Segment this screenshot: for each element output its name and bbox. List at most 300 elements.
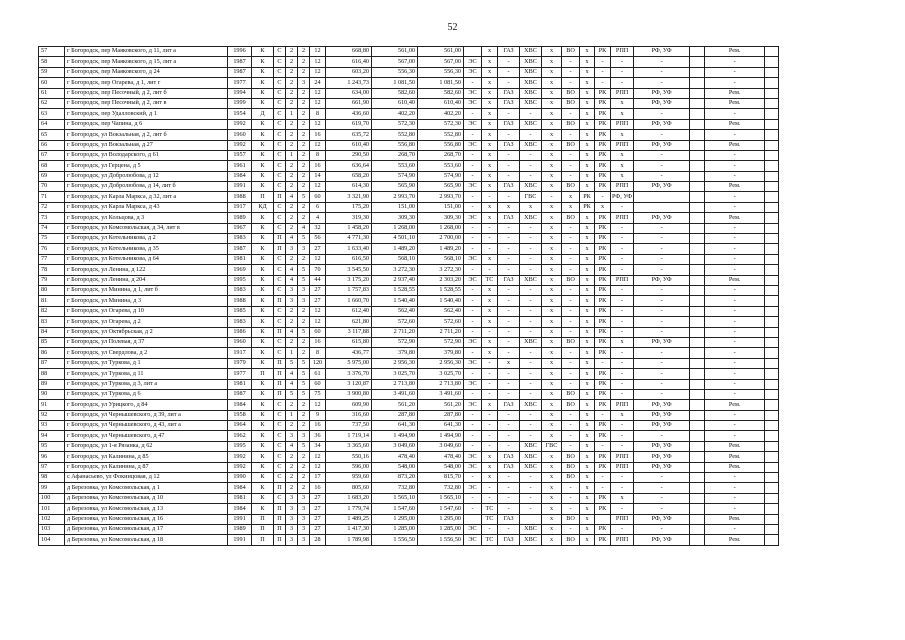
table-cell: 641,30 [372, 421, 418, 431]
table-cell: РК [595, 524, 611, 534]
table-cell: 2 [286, 171, 298, 181]
row-number-cell: 64 [39, 119, 65, 129]
table-cell: 1994 [228, 88, 252, 98]
table-cell: 27 [310, 296, 326, 306]
table-cell: 3 900,80 [326, 389, 372, 399]
table-cell: х [542, 234, 562, 244]
table-cell: - [705, 285, 765, 295]
table-cell: ГАЗ [498, 213, 520, 223]
table-cell: х [580, 57, 595, 67]
table-cell: 16 [310, 130, 326, 140]
table-cell: РК [595, 400, 611, 410]
table-cell: 1 556,50 [418, 535, 464, 545]
row-number-cell: 76 [39, 244, 65, 254]
table-cell: 2 [286, 421, 298, 431]
table-cell [690, 285, 705, 295]
table-cell: - [562, 234, 580, 244]
table-cell: С [274, 285, 286, 295]
table-cell: К [252, 223, 274, 233]
table-cell: 12 [310, 119, 326, 129]
table-cell: С [274, 223, 286, 233]
table-cell: х [520, 202, 542, 212]
table-cell: х [542, 535, 562, 545]
table-cell: 2 [286, 202, 298, 212]
table-cell: х [580, 140, 595, 150]
table-cell: ВО [562, 389, 580, 399]
table-cell: х [580, 421, 595, 431]
table-cell: х [611, 171, 634, 181]
table-cell: - [520, 265, 542, 275]
table-cell: 12 [310, 462, 326, 472]
table-cell: С [274, 337, 286, 347]
table-cell: 1979 [228, 358, 252, 368]
table-cell: 658,20 [326, 171, 372, 181]
table-cell: х [482, 78, 498, 88]
table-cell [690, 275, 705, 285]
address-cell: г Богородск, пер Песочный, д 2, лит б [65, 88, 228, 98]
table-cell: 561,20 [372, 400, 418, 410]
table-cell: х [580, 306, 595, 316]
table-cell: - [634, 265, 690, 275]
table-cell: 44 [310, 275, 326, 285]
table-cell: х [542, 431, 562, 441]
table-cell: х [580, 88, 595, 98]
table-cell: 636,64 [326, 161, 372, 171]
table-cell: 661,90 [326, 98, 372, 108]
table-cell: х [542, 244, 562, 254]
table-cell: 1995 [228, 441, 252, 451]
table-cell: 1 540,40 [372, 296, 418, 306]
table-cell: 12 [310, 88, 326, 98]
table-cell: - [634, 483, 690, 493]
table-cell: - [562, 379, 580, 389]
table-cell: 3 [286, 535, 298, 545]
table-cell: 2 [286, 223, 298, 233]
table-cell [765, 275, 779, 285]
table-cell: - [595, 358, 611, 368]
table-cell: 309,30 [418, 213, 464, 223]
table-cell: - [562, 431, 580, 441]
table-cell: Рем. [705, 182, 765, 192]
table-cell: - [498, 265, 520, 275]
table-cell: х [542, 379, 562, 389]
table-cell: - [498, 285, 520, 295]
table-cell: ТС [482, 514, 498, 524]
table-row [39, 192, 779, 202]
table-cell: 12 [310, 98, 326, 108]
table-cell: 1989 [228, 524, 252, 534]
table-cell: х [542, 514, 562, 524]
table-cell: х [580, 327, 595, 337]
table-cell: 287,80 [372, 410, 418, 420]
table-cell [690, 493, 705, 503]
table-cell: К [252, 150, 274, 160]
table-cell: - [705, 327, 765, 337]
table-cell: С [274, 109, 286, 119]
table-cell: 2 [298, 213, 310, 223]
table-cell: РК [595, 109, 611, 119]
table-cell: РК [595, 275, 611, 285]
table-cell: х [580, 441, 595, 451]
table-cell: 2 [298, 150, 310, 160]
table-row [39, 524, 779, 534]
table-cell: 641,30 [418, 421, 464, 431]
table-cell: х [498, 202, 520, 212]
table-cell: 27 [310, 244, 326, 254]
table-cell: - [520, 285, 542, 295]
address-cell: г Богородск, ул Урицкого, д 84 [65, 400, 228, 410]
table-cell: 2 [286, 254, 298, 264]
table-cell: 572,30 [418, 119, 464, 129]
table-cell: х [482, 306, 498, 316]
table-cell: х [562, 192, 580, 202]
table-cell: 1 494,90 [372, 431, 418, 441]
table-cell: ВО [562, 98, 580, 108]
table-cell: х [580, 265, 595, 275]
table-cell: С [274, 67, 286, 77]
table-cell: - [562, 265, 580, 275]
table-cell: ЭС [464, 254, 482, 264]
table-cell: х [542, 109, 562, 119]
table-cell: 2 [298, 98, 310, 108]
table-cell: 175,20 [326, 202, 372, 212]
table-cell: 2 [298, 306, 310, 316]
table-cell: 5 [298, 379, 310, 389]
table-cell: х [542, 119, 562, 129]
table-cell: х [580, 431, 595, 441]
table-cell: К [252, 379, 274, 389]
row-number-cell: 75 [39, 234, 65, 244]
table-cell: 737,50 [326, 421, 372, 431]
address-cell: г Богородск, ул Карла Маркса, д 43 [65, 202, 228, 212]
table-cell: 2 [298, 130, 310, 140]
table-cell: 402,20 [418, 109, 464, 119]
table-cell: х [542, 524, 562, 534]
table-cell: 4 [286, 327, 298, 337]
table-cell: х [580, 348, 595, 358]
table-cell: С [274, 171, 286, 181]
table-cell: - [634, 67, 690, 77]
table-cell: - [634, 57, 690, 67]
address-cell: г Богородск, ул Туркова, д 6 [65, 389, 228, 399]
table-cell: - [611, 379, 634, 389]
table-cell: 2 [298, 462, 310, 472]
table-cell: ЭС [464, 275, 482, 285]
table-row [39, 182, 779, 192]
table-cell: ЭС [464, 535, 482, 545]
table-cell: 2 [298, 348, 310, 358]
table-cell: - [482, 421, 498, 431]
table-cell: ЭС [464, 379, 482, 389]
table-cell: Рем. [705, 514, 765, 524]
table-cell: - [634, 244, 690, 254]
table-cell: 8 [310, 109, 326, 119]
table-cell: - [595, 473, 611, 483]
table-cell: - [562, 57, 580, 67]
table-cell: 2 [298, 109, 310, 119]
table-cell: - [611, 358, 634, 368]
table-cell: - [520, 254, 542, 264]
table-cell: х [542, 265, 562, 275]
table-cell: - [705, 57, 765, 67]
row-number-cell: 92 [39, 410, 65, 420]
address-cell: г Богородск, ул Карла Маркса, д 32, лит а [65, 192, 228, 202]
table-cell: К [252, 504, 274, 514]
table-row [39, 327, 779, 337]
table-row [39, 379, 779, 389]
table-cell: К [252, 119, 274, 129]
table-cell: - [634, 379, 690, 389]
table-cell: РФ, УФ [634, 400, 690, 410]
table-cell: 582,60 [418, 88, 464, 98]
table-cell: - [498, 410, 520, 420]
table-cell: 567,00 [418, 57, 464, 67]
table-cell: 3 272,30 [418, 265, 464, 275]
table-cell: 1 494,90 [418, 431, 464, 441]
table-cell: С [274, 182, 286, 192]
table-row [39, 483, 779, 493]
table-cell: - [611, 202, 634, 212]
table-cell: х [542, 306, 562, 316]
table-cell: х [542, 161, 562, 171]
table-cell: С [274, 161, 286, 171]
table-cell: 2 [286, 130, 298, 140]
table-cell: РФ, УФ [634, 452, 690, 462]
table-cell: - [482, 223, 498, 233]
table-cell: С [274, 462, 286, 472]
table-cell: - [562, 296, 580, 306]
table-cell: 603,20 [326, 67, 372, 77]
table-cell: ЭС [464, 57, 482, 67]
table-cell: ЭС [464, 98, 482, 108]
table-cell: - [634, 285, 690, 295]
table-cell: х [482, 161, 498, 171]
table-cell [690, 358, 705, 368]
table-cell: ГАЗ [498, 182, 520, 192]
table-cell: 1 295,00 [418, 514, 464, 524]
table-cell: ЭС [464, 400, 482, 410]
table-cell: х [580, 213, 595, 223]
table-cell: - [464, 223, 482, 233]
table-cell: 316,60 [326, 410, 372, 420]
table-cell [690, 130, 705, 140]
address-cell: г Богородск, ул Туркова, д 1 [65, 358, 228, 368]
table-cell: РФ, УФ [634, 462, 690, 472]
table-cell: 572,60 [418, 317, 464, 327]
table-cell: 1983 [228, 234, 252, 244]
table-cell: 5 [298, 192, 310, 202]
table-cell: 2 [286, 452, 298, 462]
table-cell: К [252, 462, 274, 472]
table-cell: РК [595, 182, 611, 192]
table-cell: - [562, 327, 580, 337]
table-cell: С [274, 421, 286, 431]
table-cell: 16 [310, 483, 326, 493]
table-cell: РПП [611, 514, 634, 524]
table-cell: ХВС [520, 140, 542, 150]
table-cell: С [274, 265, 286, 275]
table-cell: - [464, 130, 482, 140]
table-cell: 1981 [228, 493, 252, 503]
table-cell: - [611, 296, 634, 306]
table-cell: 1 081,50 [418, 78, 464, 88]
table-cell: ВО [562, 119, 580, 129]
table-cell: 5 [298, 389, 310, 399]
table-row [39, 161, 779, 171]
table-cell [690, 348, 705, 358]
table-cell: - [705, 348, 765, 358]
table-cell: П [274, 358, 286, 368]
row-number-cell: 84 [39, 327, 65, 337]
table-row [39, 213, 779, 223]
table-cell: РК [595, 327, 611, 337]
table-cell: ГАЗ [498, 98, 520, 108]
table-cell: - [542, 192, 562, 202]
table-cell: 12 [310, 47, 326, 57]
table-cell: 610,40 [326, 140, 372, 150]
table-cell: 2 [298, 410, 310, 420]
table-cell: - [562, 348, 580, 358]
table-cell: 56 [310, 234, 326, 244]
table-cell: - [520, 161, 542, 171]
table-cell: С [274, 400, 286, 410]
table-cell [690, 150, 705, 160]
table-cell: - [634, 524, 690, 534]
table-cell: 2 [286, 306, 298, 316]
table-cell: РФ, УФ [634, 213, 690, 223]
table-cell: 3 [286, 504, 298, 514]
table-cell: РК [595, 452, 611, 462]
table-cell: 1 547,60 [418, 504, 464, 514]
table-cell: - [482, 524, 498, 534]
table-cell: - [464, 410, 482, 420]
table-cell: - [634, 369, 690, 379]
table-cell: - [634, 130, 690, 140]
table-cell: - [562, 161, 580, 171]
table-cell: - [595, 441, 611, 451]
table-cell: - [464, 369, 482, 379]
table-cell: 2 [298, 182, 310, 192]
table-cell: 3 [286, 296, 298, 306]
table-cell: - [611, 57, 634, 67]
table-cell: х [580, 130, 595, 140]
table-cell: С [274, 431, 286, 441]
table-cell: 3 [286, 524, 298, 534]
table-cell: С [274, 317, 286, 327]
table-cell [690, 67, 705, 77]
table-cell: 2 [286, 400, 298, 410]
table-cell: 1991 [228, 535, 252, 545]
table-cell: 582,60 [372, 88, 418, 98]
table-cell: К [252, 265, 274, 275]
table-cell: К [252, 473, 274, 483]
table-cell: х [542, 98, 562, 108]
table-cell: 2 956,30 [418, 358, 464, 368]
table-cell: РК [595, 244, 611, 254]
table-cell: 2 [298, 161, 310, 171]
table-cell: К [252, 88, 274, 98]
table-cell: х [542, 389, 562, 399]
table-cell: С [274, 98, 286, 108]
table-cell: 2 [286, 483, 298, 493]
table-cell [765, 431, 779, 441]
table-row [39, 244, 779, 254]
table-cell: х [542, 337, 562, 347]
table-cell: 1984 [228, 504, 252, 514]
table-cell: К [252, 130, 274, 140]
table-cell: - [611, 244, 634, 254]
table-cell [690, 473, 705, 483]
table-cell: х [498, 358, 520, 368]
table-cell: С [274, 140, 286, 150]
table-cell: 32 [310, 223, 326, 233]
table-cell: ХВС [520, 400, 542, 410]
table-cell: 574,90 [372, 171, 418, 181]
table-cell [765, 109, 779, 119]
table-cell [765, 67, 779, 77]
table-cell: - [482, 483, 498, 493]
table-cell: К [252, 244, 274, 254]
table-cell: 2 993,70 [372, 192, 418, 202]
table-cell: х [542, 150, 562, 160]
table-cell: х [482, 57, 498, 67]
table-row [39, 452, 779, 462]
table-cell [520, 514, 542, 524]
table-cell: РК [595, 535, 611, 545]
table-cell: 2 [286, 213, 298, 223]
table-cell: Рем. [705, 98, 765, 108]
table-cell: 70 [310, 265, 326, 275]
table-cell: 552,80 [372, 130, 418, 140]
table-cell: - [611, 317, 634, 327]
table-cell: - [705, 493, 765, 503]
table-cell: РФ, УФ [634, 337, 690, 347]
table-cell: - [498, 504, 520, 514]
table-cell: - [520, 493, 542, 503]
table-cell: РК [595, 348, 611, 358]
table-row [39, 140, 779, 150]
table-cell: 805,60 [326, 483, 372, 493]
table-cell: ТС [482, 504, 498, 514]
table-cell: 552,80 [418, 130, 464, 140]
table-cell: П [274, 296, 286, 306]
table-cell: РПП [611, 452, 634, 462]
address-cell: д Березовка, ул Комсомольская, д 17 [65, 524, 228, 534]
table-row [39, 88, 779, 98]
table-cell: х [580, 182, 595, 192]
row-number-cell: 93 [39, 421, 65, 431]
table-cell: - [498, 348, 520, 358]
table-cell: ХВС [520, 337, 542, 347]
table-cell: - [705, 171, 765, 181]
table-cell: ЭС [464, 483, 482, 493]
table-cell: - [705, 306, 765, 316]
table-cell: 16 [310, 337, 326, 347]
table-cell: - [498, 150, 520, 160]
table-cell: С [274, 452, 286, 462]
table-cell [765, 317, 779, 327]
table-cell: 3 272,30 [372, 265, 418, 275]
table-cell [690, 213, 705, 223]
table-cell: - [482, 379, 498, 389]
row-number-cell: 78 [39, 265, 65, 275]
table-cell: - [634, 473, 690, 483]
table-cell: х [580, 400, 595, 410]
address-cell: г Богородск, ул Вокзальная, д 27 [65, 140, 228, 150]
table-cell [765, 337, 779, 347]
table-cell: РФ, УФ [634, 119, 690, 129]
table-cell: 268,70 [418, 150, 464, 160]
